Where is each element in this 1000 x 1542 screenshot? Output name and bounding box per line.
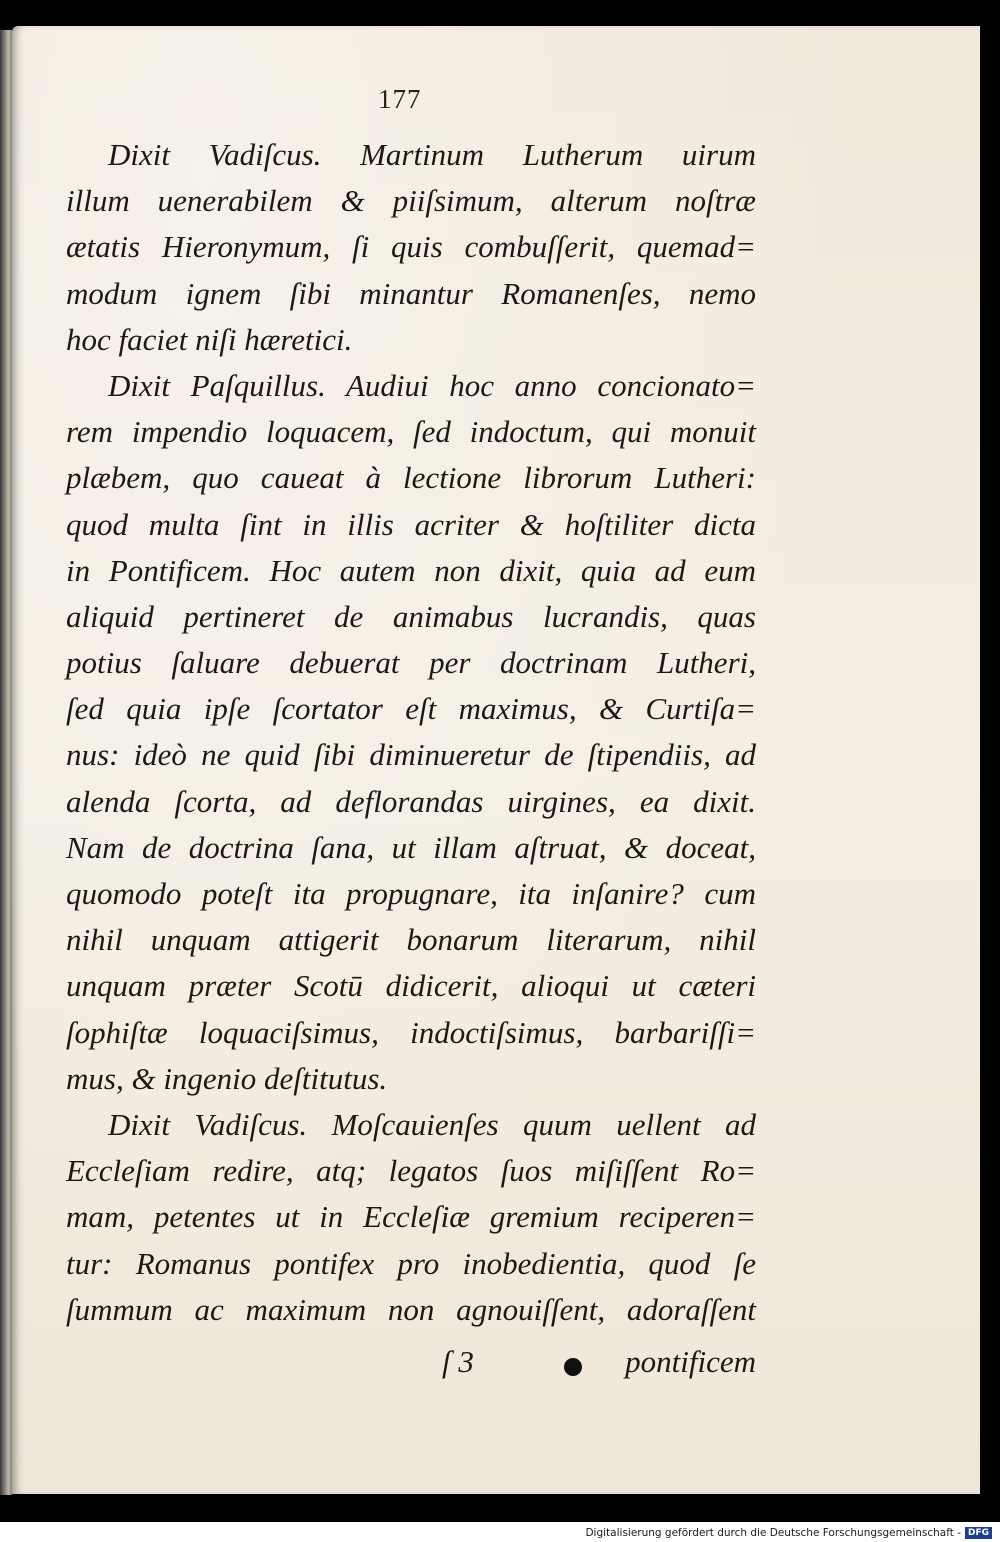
- text-line: ſummum ac maximum non agnouiſſent, adoraſſent: [66, 1291, 756, 1327]
- text-line: mus, & ingenio deſtitutus.: [66, 1060, 388, 1096]
- page-number: 177: [378, 84, 422, 114]
- text-line: aliquid pertineret de animabus lucrandis, quas: [66, 598, 756, 634]
- text-line: Nam de doctrina ſana, ut illam aſtruat, & doceat,: [66, 829, 756, 865]
- text-line: hoc faciet niſi hæretici.: [66, 321, 353, 357]
- text-line: illum uenerabilem & piiſsimum, alterum noſtræ: [66, 183, 756, 219]
- text-line: mam, petentes ut in Eccleſiæ gremium reciperen=: [66, 1199, 756, 1235]
- text-line: Dixit Vadiſcus. Moſcauienſes quum uellent ad: [108, 1106, 756, 1142]
- text-line: quod multa ſint in illis acriter & hoſtiliter dicta: [66, 506, 756, 542]
- page-text: [66, 132, 756, 1333]
- text-line: plæbem, quo caueat à lectione librorum Lutheri:: [66, 460, 756, 496]
- text-line: nus: ideò ne quid ſibi diminueretur de ſtipendiis, ad: [66, 737, 756, 773]
- signature-mark: ſ 3: [442, 1344, 474, 1379]
- book-page: [12, 26, 980, 1494]
- text-line: ſophiſtæ loquaciſsimus, indoctiſsimus, barbariſſi=: [66, 1014, 756, 1050]
- digitization-credit: [585, 1526, 992, 1540]
- text-line: Dixit Vadiſcus. Martinum Lutherum uirum: [108, 137, 756, 172]
- text-line: rem impendio loquacem, ſed indoctum, qui monuit: [66, 414, 756, 450]
- text-line: Eccleſiam redire, atq; legatos ſuos miſiſſent Ro=: [66, 1153, 756, 1189]
- text-line: tur: Romanus pontifex pro inobedientia, quod ſe: [66, 1245, 756, 1281]
- facing-page-edge: [0, 30, 12, 1495]
- text-line: ſed quia ipſe ſcortator eſt maximus, & Curtiſa=: [66, 691, 756, 727]
- text-line: alenda ſcorta, ad deflorandas uirgines, ea dixit.: [66, 783, 756, 819]
- text-line: potius ſaluare debuerat per doctrinam Lutheri,: [66, 645, 756, 681]
- text-line: Dixit Paſquillus. Audiui hoc anno concionato=: [108, 367, 756, 403]
- credit-text: Digitalisierung gefördert durch die Deutsche Forschungsgemeinschaft -: [585, 1527, 961, 1539]
- text-line: quomodo poteſt ita propugnare, ita inſanire? cum: [66, 876, 756, 911]
- text-line: in Pontificem. Hoc autem non dixit, quia ad eum: [66, 552, 756, 588]
- dfg-logo: DFG: [965, 1527, 992, 1539]
- text-line: nihil unquam attigerit bonarum literarum, nihil: [66, 922, 756, 958]
- catchword: pontificem: [625, 1344, 756, 1379]
- page-foot: [66, 1344, 756, 1390]
- ink-blot: [564, 1358, 582, 1376]
- text-line: unquam præter Scotū didicerit, alioqui ut cæteri: [66, 968, 756, 1004]
- text-line: ætatis Hieronymum, ſi quis combuſſerit, quemad=: [66, 229, 756, 265]
- text-line: modum ignem ſibi minantur Romanenſes, nemo: [66, 275, 756, 311]
